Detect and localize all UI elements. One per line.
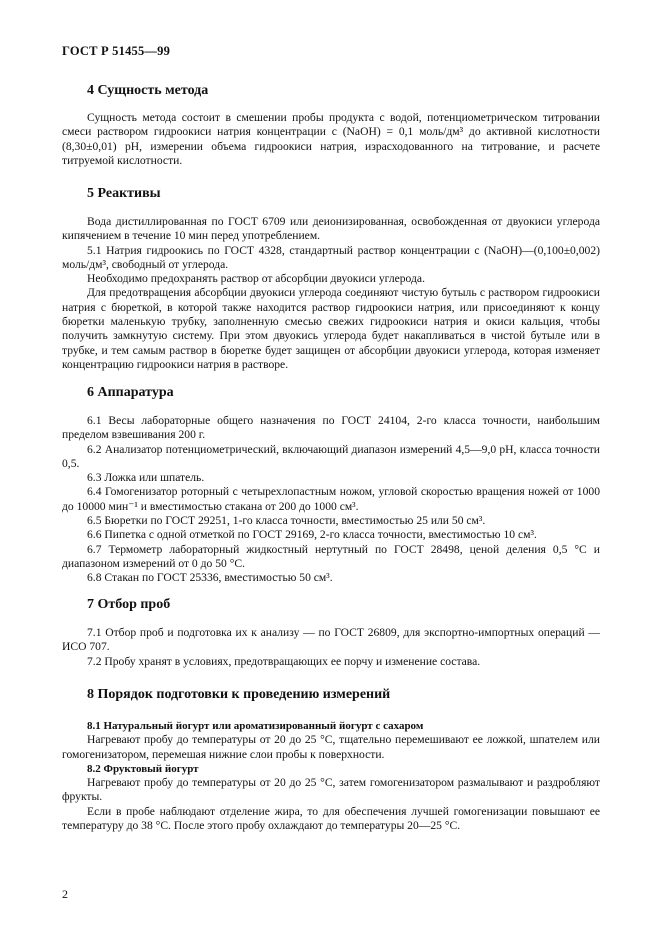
section-5-title: 5 Реактивы — [87, 186, 161, 201]
list-item: 6.8 Стакан по ГОСТ 25336, вместимостью 50 см³. — [87, 571, 333, 585]
list-item: 6.3 Ложка или шпатель. — [87, 471, 205, 485]
section-4-title: 4 Сущность метода — [87, 83, 209, 98]
section-4-body — [62, 111, 600, 168]
section-5-body — [62, 215, 600, 372]
paragraph: Нагревают пробу до температуры от 20 до 25 °С, тщательно перемешивают ее ложкой, шпателем или гомогенизатором, перемешая нижние слои пробы к поверхности. — [62, 733, 600, 761]
list-item: 6.7 Термометр лабораторный жидкостный нертутный по ГОСТ 28498, ценой деления 0,5 °С и диапазоном измерений от 0 до 50 °С. — [62, 542, 600, 570]
list-item: 6.4 Гомогенизатор роторный с четырехлопастным ножом, угловой скоростью вращения ножей от 1000 до 10000 мин⁻¹ и вместимостью стакана от 200 до 1000 см³. — [62, 485, 600, 513]
paragraph: 7.2 Пробу хранят в условиях, предотвращающих ее порчу и изменение состава. — [87, 654, 481, 668]
section-8-body — [62, 719, 600, 833]
list-item: 6.6 Пипетка с одной отметкой по ГОСТ 29169, 2-го класса точности, вместимостью 10 см³. — [87, 528, 537, 542]
section-6-title: 6 Аппаратура — [87, 385, 174, 400]
section-7-title: 7 Отбор проб — [87, 597, 171, 612]
section-7-body — [62, 626, 600, 669]
paragraph: Необходимо предохранять раствор от абсорбции двуокиси углерода. — [87, 272, 425, 286]
list-item: 6.1 Весы лабораторные общего назначения по ГОСТ 24104, 2-го класса точности, наибольшим пределом взвешивания 200 г. — [62, 414, 600, 442]
document-header: ГОСТ Р 51455—99 — [62, 44, 171, 58]
paragraph: Сущность метода состоит в смешении пробы продукта с водой, потенциометрическом титровании смеси раствором гидроокиси натрия концентрации c (NaOH) = 0,1 моль/дм³ до активной кислотности (8,30±0,01) pH, измерении объема гидроокиси натрия, израсходованного на титрование, и расчете титруемой кислотности. — [62, 111, 600, 167]
page-number: 2 — [62, 887, 68, 901]
paragraph: 5.1 Натрия гидроокись по ГОСТ 4328, стандартный раствор концентрации c (NaOH)—(0,100±0,002) моль/дм³, свободный от углерода. — [62, 243, 600, 271]
subsection-title: 8.2 Фруктовый йогурт — [87, 762, 199, 775]
paragraph: Если в пробе наблюдают отделение жира, то для обеспечения лучшей гомогенизации повышают ее температуру до 38 °С. После этого пробу охлаждают до температуры 20—25 °С. — [62, 804, 600, 833]
section-8-title: 8 Порядок подготовки к проведению измерений — [87, 687, 391, 702]
paragraph: Для предотвращения абсорбции двуокиси углерода соединяют чистую бутыль с раствором гидроокиси натрия с бюреткой, в которой также находится раствор гидроокиси натрия, или присоединяют к концу бюретки маленькую трубку, заполненную смесью свежих гидроокиси натрия и окиси кальция, чтобы получить замкнутую систему. При этом двуокись углерода будет накапливаться в чистой бутыле или в трубке, и тем самым раствор в бюретке будет защищен от абсорбции двуокиси углерода, которая изменяет концентрацию гидроокиси натрия в растворе. — [62, 286, 600, 371]
list-item: 6.5 Бюретки по ГОСТ 29251, 1-го класса точности, вместимостью 25 или 50 см³. — [87, 514, 486, 528]
subsection-title: 8.1 Натуральный йогурт или ароматизированный йогурт с сахаром — [87, 720, 424, 732]
paragraph: Вода дистиллированная по ГОСТ 6709 или деионизированная, освобожденная от двуокиси углерода кипячением в течение 10 мин перед употреблением. — [62, 215, 600, 243]
paragraph: 7.1 Отбор проб и подготовка их к анализу — по ГОСТ 26809, для экспортно-импортных операций — ИСО 707. — [62, 626, 600, 654]
paragraph: Нагревают пробу до температуры от 20 до 25 °С, затем гомогенизатором размалывают и раздробляют фрукты. — [62, 776, 600, 804]
list-item: 6.2 Анализатор потенциометрический, включающий диапазон измерений 4,5—9,0 pH, класса точности 0,5. — [62, 442, 600, 470]
section-6-body — [62, 414, 600, 586]
